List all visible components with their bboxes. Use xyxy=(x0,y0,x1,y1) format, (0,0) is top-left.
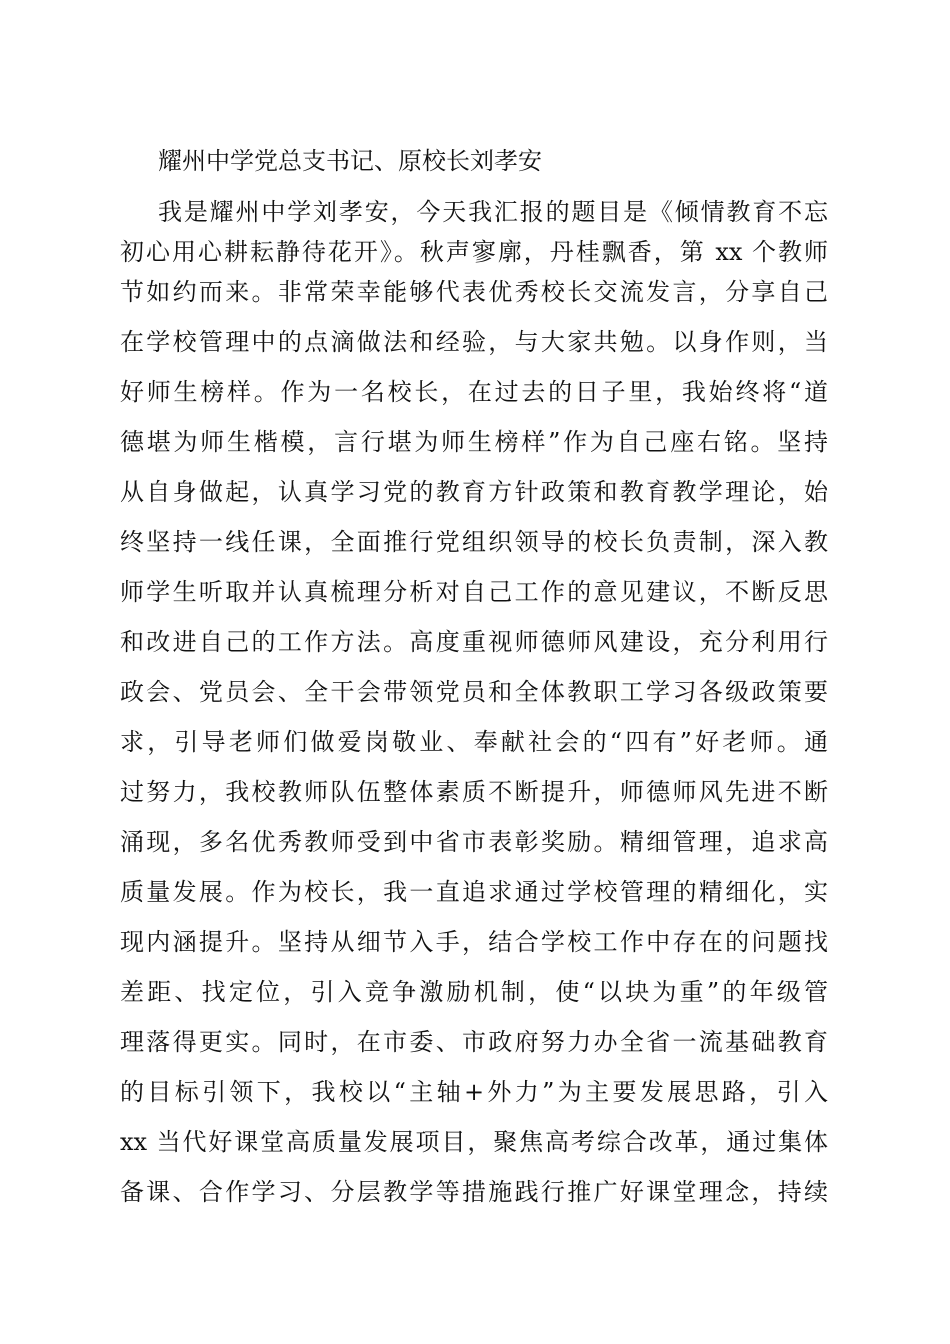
paragraph-line: 过努力，我校教师队伍整体素质不断提升，师德师风先进不断 xyxy=(120,778,828,806)
paragraph-line: 现内涵提升。坚持从细节入手，结合学校工作中存在的问题找 xyxy=(120,928,828,956)
paragraph-line: 和改进自己的工作方法。高度重视师德师风建设，充分利用行 xyxy=(120,628,828,656)
paragraph-line: 备课、合作学习、分层教学等措施践行推广好课堂理念，持续 xyxy=(120,1178,828,1206)
paragraph-line: 涌现，多名优秀教师受到中省市表彰奖励。精细管理，追求高 xyxy=(120,828,828,856)
paragraph-line: 终坚持一线任课，全面推行党组织领导的校长负责制，深入教 xyxy=(120,528,828,556)
author-heading: 耀州中学党总支书记、原校长刘孝安 xyxy=(158,147,542,175)
paragraph-line: 德堪为师生楷模，言行堪为师生榜样”作为自己座右铭。坚持 xyxy=(120,428,828,456)
paragraph-line: 质量发展。作为校长，我一直追求通过学校管理的精细化，实 xyxy=(120,878,828,906)
paragraph-line: 好师生榜样。作为一名校长，在过去的日子里，我始终将“道 xyxy=(120,378,828,406)
paragraph-line: 政会、党员会、全干会带领党员和全体教职工学习各级政策要 xyxy=(120,678,828,706)
paragraph-line: 的目标引领下，我校以“主轴+外力”为主要发展思路，引入 xyxy=(120,1078,828,1106)
paragraph-line: 从自身做起，认真学习党的教育方针政策和教育教学理论，始 xyxy=(120,478,828,506)
paragraph-line: xx 当代好课堂高质量发展项目，聚焦高考综合改革，通过集体 xyxy=(120,1128,828,1156)
paragraph-line: 我是耀州中学刘孝安，今天我汇报的题目是《倾情教育不忘 xyxy=(158,198,828,226)
paragraph-line: 差距、找定位，引入竞争激励机制，使“以块为重”的年级管 xyxy=(120,978,828,1006)
paragraph-line: 理落得更实。同时，在市委、市政府努力办全省一流基础教育 xyxy=(120,1028,828,1056)
paragraph-line: 在学校管理中的点滴做法和经验，与大家共勉。以身作则，当 xyxy=(120,328,828,356)
paragraph-line: 求，引导老师们做爱岗敬业、奉献社会的“四有”好老师。通 xyxy=(120,728,828,756)
paragraph-line: 初心用心耕耘静待花开》。秋声寥廓，丹桂飘香，第 xx 个教师 xyxy=(120,238,828,266)
paragraph-line: 师学生听取并认真梳理分析对自己工作的意见建议，不断反思 xyxy=(120,578,828,606)
paragraph-line: 节如约而来。非常荣幸能够代表优秀校长交流发言，分享自己 xyxy=(120,278,828,306)
